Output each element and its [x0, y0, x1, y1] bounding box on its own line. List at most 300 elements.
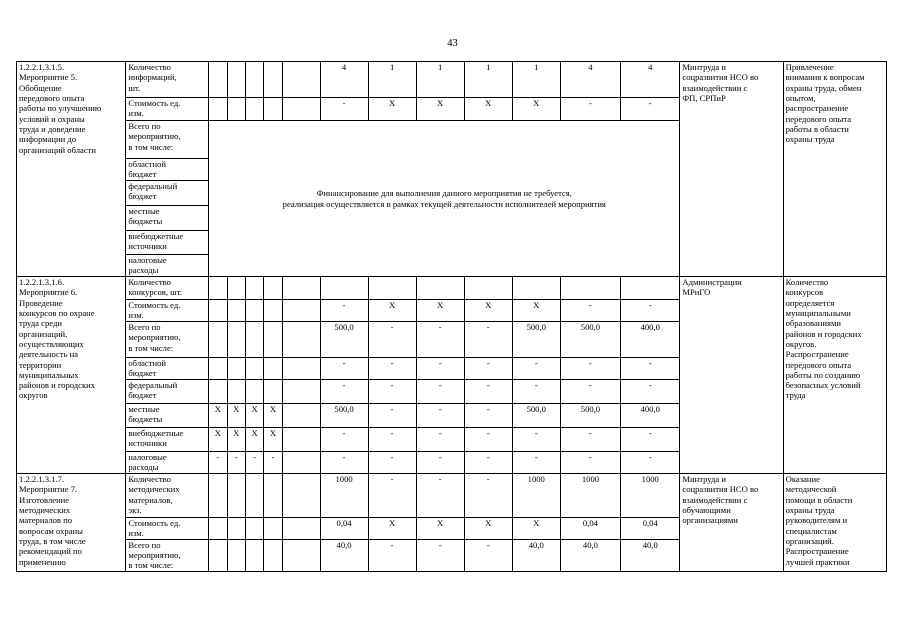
value-cell: -	[416, 322, 464, 358]
empty-cell	[282, 62, 320, 98]
value-cell: -	[368, 358, 416, 380]
mark-cell	[227, 300, 245, 322]
mark-cell	[227, 322, 245, 358]
text-line: мероприятию,	[128, 131, 181, 142]
mark-cell: -	[245, 452, 263, 474]
text-line: налоговые	[128, 452, 167, 462]
text-line: руководителям и	[785, 515, 848, 526]
mark-cell	[245, 474, 263, 518]
text-line: информации до	[19, 134, 77, 145]
empty-cell	[282, 300, 320, 322]
text-line: Минтруда и	[682, 474, 726, 484]
empty-cell	[282, 404, 320, 428]
empty-cell	[282, 380, 320, 404]
text-line: Стоимость ед.	[128, 518, 181, 528]
mark-cell: X	[227, 428, 245, 452]
text-line: обучающими	[682, 504, 731, 515]
text-line: работы по созданию	[785, 369, 861, 380]
value-cell: -	[320, 452, 368, 474]
value-cell: 1000	[621, 474, 680, 518]
mark-cell: X	[245, 404, 263, 428]
text-line: изм.	[128, 108, 144, 119]
value-cell: 400,0	[621, 404, 680, 428]
value-cell: 500,0	[320, 322, 368, 358]
text-line: труда	[785, 390, 806, 401]
indicator-label	[126, 300, 209, 322]
text-line: муниципальных	[19, 369, 79, 380]
text-line: передового опыта	[785, 113, 852, 124]
text-line: Минтруда и	[682, 62, 726, 72]
indicator-label	[126, 452, 209, 474]
text-line: осуществляющих	[19, 338, 84, 349]
value-cell: -	[368, 452, 416, 474]
value-cell: 500,0	[512, 322, 560, 358]
text-line: бюджет	[128, 390, 157, 401]
value-cell: -	[368, 428, 416, 452]
text-line: организаций области	[19, 144, 97, 155]
text-line: передового опыта	[785, 359, 852, 370]
text-line: Обобщение	[19, 82, 62, 93]
value-cell	[621, 277, 680, 300]
value-cell	[464, 277, 512, 300]
text-line: в том числе:	[128, 141, 174, 152]
indicator-label	[126, 322, 209, 358]
text-line: 1.2.2.1.3.1.5.	[19, 62, 65, 72]
indicator-label	[126, 277, 209, 300]
value-cell: -	[621, 428, 680, 452]
indicator-label	[126, 159, 209, 181]
mark-cell	[245, 322, 263, 358]
value-cell: -	[416, 539, 464, 571]
text-line: специалистам	[785, 525, 837, 536]
mark-cell	[209, 322, 227, 358]
text-line: работы в области	[785, 123, 849, 134]
mark-cell: -	[209, 452, 227, 474]
text-line: внимания к вопросам	[785, 72, 865, 83]
empty-cell	[282, 428, 320, 452]
value-cell: -	[368, 474, 416, 518]
mark-cell	[264, 518, 282, 540]
mark-cell	[245, 300, 263, 322]
text-line: в том числе:	[128, 342, 174, 353]
text-line: конкурсов по охране	[19, 307, 95, 318]
text-line: областной	[128, 159, 166, 169]
text-line: Администрации	[682, 277, 742, 287]
text-line: мероприятию,	[128, 332, 181, 343]
value-cell: -	[320, 380, 368, 404]
text-line: 1.2.2.1.3.1.7.	[19, 474, 65, 484]
value-cell: -	[560, 428, 620, 452]
text-line: распространение	[785, 103, 849, 114]
value-cell: X	[464, 300, 512, 322]
value-cell: 1	[368, 62, 416, 98]
mark-cell	[227, 518, 245, 540]
text-line: изм.	[128, 310, 144, 321]
text-line: округов	[19, 390, 48, 401]
value-cell: -	[560, 300, 620, 322]
value-cell: -	[560, 358, 620, 380]
value-cell: X	[416, 300, 464, 322]
value-cell: -	[464, 539, 512, 571]
mark-cell	[245, 358, 263, 380]
page-number: 43	[447, 38, 458, 49]
text-line: организаций,	[19, 328, 68, 339]
value-cell: -	[416, 428, 464, 452]
value-cell: 400,0	[621, 322, 680, 358]
text-line: методических	[128, 484, 180, 495]
mark-cell	[245, 539, 263, 571]
text-line: источники	[128, 241, 167, 252]
indicator-label	[126, 62, 209, 98]
value-cell: X	[368, 98, 416, 121]
text-line: внебюджетные	[128, 231, 184, 241]
mark-cell	[209, 62, 227, 98]
value-cell: -	[560, 98, 620, 121]
table-row	[17, 62, 887, 98]
text-line: местные	[128, 206, 160, 216]
text-line: бюджеты	[128, 216, 163, 227]
value-cell	[368, 277, 416, 300]
value-cell: 40,0	[512, 539, 560, 571]
value-cell: X	[512, 518, 560, 540]
text-line: Привлечение	[785, 62, 834, 72]
text-line: вопросам охраны	[19, 525, 83, 536]
value-cell: -	[368, 404, 416, 428]
executor-cell	[680, 277, 783, 474]
indicator-label	[126, 518, 209, 540]
mark-cell	[264, 62, 282, 98]
executor-cell	[680, 62, 783, 277]
mark-cell	[227, 358, 245, 380]
value-cell: 40,0	[621, 539, 680, 571]
mark-cell	[209, 277, 227, 300]
value-cell: -	[416, 380, 464, 404]
value-cell: -	[512, 452, 560, 474]
text-line: районов и городских	[19, 380, 96, 391]
text-line: в том числе:	[128, 560, 174, 571]
value-cell: -	[621, 98, 680, 121]
text-line: соцразвития НСО во	[682, 484, 759, 495]
value-cell: 0,04	[560, 518, 620, 540]
text-line: Количество	[128, 62, 171, 72]
empty-cell	[282, 539, 320, 571]
text-line: условий и охраны	[19, 113, 85, 124]
value-cell: 0,04	[621, 518, 680, 540]
mark-cell	[227, 277, 245, 300]
text-line: местные	[128, 404, 160, 414]
text-line: Мероприятие 6.	[19, 287, 78, 298]
executor-cell	[680, 474, 783, 572]
indicator-label	[126, 358, 209, 380]
mark-cell	[227, 474, 245, 518]
value-cell: 1	[464, 62, 512, 98]
value-cell: -	[416, 474, 464, 518]
text-line: конкурсов, шт.	[128, 287, 182, 298]
mark-cell	[209, 539, 227, 571]
indicator-label	[126, 98, 209, 121]
mark-cell	[245, 277, 263, 300]
text-line: областной	[128, 358, 166, 368]
mark-cell: X	[227, 404, 245, 428]
value-cell: 1000	[320, 474, 368, 518]
text-line: Стоимость ед.	[128, 300, 181, 310]
empty-cell	[282, 98, 320, 121]
text-line: муниципальными	[785, 307, 851, 318]
mark-cell	[209, 380, 227, 404]
empty-cell	[282, 474, 320, 518]
value-cell: -	[621, 380, 680, 404]
value-cell: 4	[621, 62, 680, 98]
text-line: Финансирование для выполнения данного мероприятия не требуется,	[316, 188, 572, 199]
value-cell: -	[464, 322, 512, 358]
value-cell: 1	[512, 62, 560, 98]
text-line: охраны труда	[785, 504, 835, 515]
text-line: бюджет	[128, 368, 157, 379]
value-cell: 500,0	[560, 322, 620, 358]
value-cell: 500,0	[320, 404, 368, 428]
indicator-label	[126, 255, 209, 277]
text-line: Оказание	[785, 474, 820, 484]
value-cell: -	[416, 358, 464, 380]
value-cell: -	[320, 358, 368, 380]
value-cell: -	[416, 452, 464, 474]
text-line: Всего по	[128, 539, 161, 550]
mark-cell: X	[209, 404, 227, 428]
text-line: работы по улучшению	[19, 103, 102, 114]
value-cell: X	[512, 300, 560, 322]
text-line: передового опыта	[19, 92, 85, 103]
value-cell: X	[464, 98, 512, 121]
mark-cell	[227, 380, 245, 404]
mark-cell	[227, 62, 245, 98]
value-cell	[320, 277, 368, 300]
indicator-label	[126, 380, 209, 404]
value-cell: -	[368, 539, 416, 571]
value-cell: 500,0	[512, 404, 560, 428]
text-line: 1.2.2.1.3.1.6.	[19, 277, 65, 287]
empty-cell	[282, 452, 320, 474]
text-line: федеральный	[128, 380, 178, 390]
value-cell	[512, 277, 560, 300]
text-line: расходы	[128, 462, 159, 473]
text-line: ФП, СРПиР	[682, 92, 726, 103]
text-line: организациями	[682, 515, 738, 526]
table-row	[17, 277, 887, 300]
text-line: труда среди	[19, 318, 62, 329]
value-cell: -	[320, 300, 368, 322]
value-cell: 40,0	[320, 539, 368, 571]
value-cell: -	[368, 380, 416, 404]
text-line: соцразвития НСО во	[682, 72, 759, 83]
mark-cell	[264, 358, 282, 380]
text-line: Распространение	[785, 546, 849, 557]
text-line: взаимодействии с	[682, 494, 748, 505]
text-line: опытом,	[785, 92, 816, 103]
mark-cell	[209, 300, 227, 322]
mark-cell: X	[264, 404, 282, 428]
text-line: информаций,	[128, 72, 177, 83]
text-line: конкурсов	[785, 287, 824, 298]
text-line: расходы	[128, 265, 159, 276]
mark-cell: X	[209, 428, 227, 452]
text-line: деятельность на	[19, 349, 79, 360]
value-cell: X	[416, 98, 464, 121]
mark-cell: -	[264, 452, 282, 474]
result-cell	[783, 62, 886, 277]
value-cell: -	[621, 452, 680, 474]
indicator-label	[126, 121, 209, 159]
value-cell: -	[320, 98, 368, 121]
text-line: применению	[19, 556, 66, 567]
text-line: внебюджетные	[128, 428, 184, 438]
value-cell: 4	[560, 62, 620, 98]
text-line: МРиГО	[682, 287, 711, 298]
text-line: определяется	[785, 297, 835, 308]
value-cell: -	[621, 300, 680, 322]
text-line: Стоимость ед.	[128, 98, 181, 108]
value-cell: -	[512, 428, 560, 452]
indicator-label	[126, 181, 209, 206]
measure-description	[17, 277, 126, 474]
mark-cell	[264, 539, 282, 571]
value-cell: X	[416, 518, 464, 540]
text-line: Количество	[785, 277, 829, 287]
value-cell: -	[320, 428, 368, 452]
mark-cell	[209, 358, 227, 380]
value-cell: 500,0	[560, 404, 620, 428]
mark-cell	[264, 474, 282, 518]
text-line: районов и городских	[785, 328, 862, 339]
text-line: лучшей практики	[785, 556, 850, 567]
mark-cell: X	[264, 428, 282, 452]
text-line: шт.	[128, 82, 141, 93]
measure-description	[17, 474, 126, 572]
mark-cell	[264, 277, 282, 300]
value-cell: X	[464, 518, 512, 540]
result-cell	[783, 474, 886, 572]
value-cell: -	[464, 404, 512, 428]
mark-cell	[227, 98, 245, 121]
text-line: федеральный	[128, 181, 178, 191]
empty-cell	[282, 277, 320, 300]
text-line: Проведение	[19, 297, 63, 308]
mark-cell	[245, 518, 263, 540]
text-line: труда и доведение	[19, 123, 86, 134]
text-line: охраны труда	[785, 134, 835, 145]
indicator-label	[126, 231, 209, 255]
text-line: Изготовление	[19, 494, 70, 505]
text-line: организаций.	[785, 535, 834, 546]
value-cell	[560, 277, 620, 300]
value-cell: 1000	[560, 474, 620, 518]
mark-cell	[209, 474, 227, 518]
text-line: Количество	[128, 277, 171, 287]
value-cell: -	[560, 380, 620, 404]
value-cell: X	[512, 98, 560, 121]
mark-cell	[264, 322, 282, 358]
value-cell: X	[368, 300, 416, 322]
result-cell	[783, 277, 886, 474]
text-line: материалов,	[128, 494, 173, 505]
value-cell: -	[464, 358, 512, 380]
text-line: охраны труда, обмен	[785, 82, 862, 93]
value-cell: -	[560, 452, 620, 474]
text-line: источники	[128, 438, 167, 449]
mark-cell	[245, 98, 263, 121]
value-cell: -	[416, 404, 464, 428]
mark-cell	[264, 380, 282, 404]
text-line: безопасных условий	[785, 380, 861, 391]
text-line: изм.	[128, 528, 144, 539]
text-line: материалов по	[19, 515, 73, 526]
mark-cell	[264, 300, 282, 322]
value-cell: -	[512, 380, 560, 404]
mark-cell	[227, 539, 245, 571]
value-cell: -	[464, 474, 512, 518]
text-line: Мероприятие 7.	[19, 484, 78, 495]
mark-cell	[209, 98, 227, 121]
text-line: Количество	[128, 474, 171, 484]
value-cell: X	[368, 518, 416, 540]
text-line: методической	[785, 484, 837, 495]
value-cell	[416, 277, 464, 300]
mark-cell	[209, 518, 227, 540]
value-cell: 40,0	[560, 539, 620, 571]
text-line: труда, в том числе	[19, 535, 86, 546]
mark-cell	[245, 62, 263, 98]
indicator-label	[126, 206, 209, 231]
text-line: Мероприятие 5.	[19, 72, 78, 83]
financing-note	[209, 121, 680, 277]
text-line: бюджеты	[128, 414, 163, 425]
mark-cell	[245, 380, 263, 404]
text-line: бюджет	[128, 169, 157, 180]
text-line: образованиями	[785, 318, 841, 329]
value-cell: 4	[320, 62, 368, 98]
value-cell: -	[368, 322, 416, 358]
value-cell: 0,04	[320, 518, 368, 540]
text-line: бюджет	[128, 191, 157, 202]
text-line: помощи в области	[785, 494, 853, 505]
indicator-label	[126, 474, 209, 518]
text-line: Всего по	[128, 322, 161, 332]
text-line: методических	[19, 504, 71, 515]
value-cell: 1	[416, 62, 464, 98]
text-line: мероприятию,	[128, 549, 181, 560]
value-cell: -	[464, 428, 512, 452]
text-line: рекомендаций по	[19, 546, 82, 557]
mark-cell	[264, 98, 282, 121]
mark-cell: X	[245, 428, 263, 452]
text-line: экз.	[128, 504, 142, 515]
indicator-label	[126, 404, 209, 428]
empty-cell	[282, 518, 320, 540]
value-cell: -	[464, 380, 512, 404]
text-line: реализация осуществляется в рамках текущей деятельности исполнителей мероприятия	[282, 198, 606, 209]
value-cell: -	[621, 358, 680, 380]
text-line: налоговые	[128, 255, 167, 265]
table-row	[17, 474, 887, 518]
value-cell: -	[464, 452, 512, 474]
empty-cell	[282, 322, 320, 358]
value-cell: -	[512, 358, 560, 380]
measures-table	[16, 61, 887, 572]
text-line: Распространение	[785, 349, 849, 360]
text-line: Всего по	[128, 121, 161, 131]
mark-cell: -	[227, 452, 245, 474]
measure-description	[17, 62, 126, 277]
text-line: территории	[19, 359, 62, 370]
